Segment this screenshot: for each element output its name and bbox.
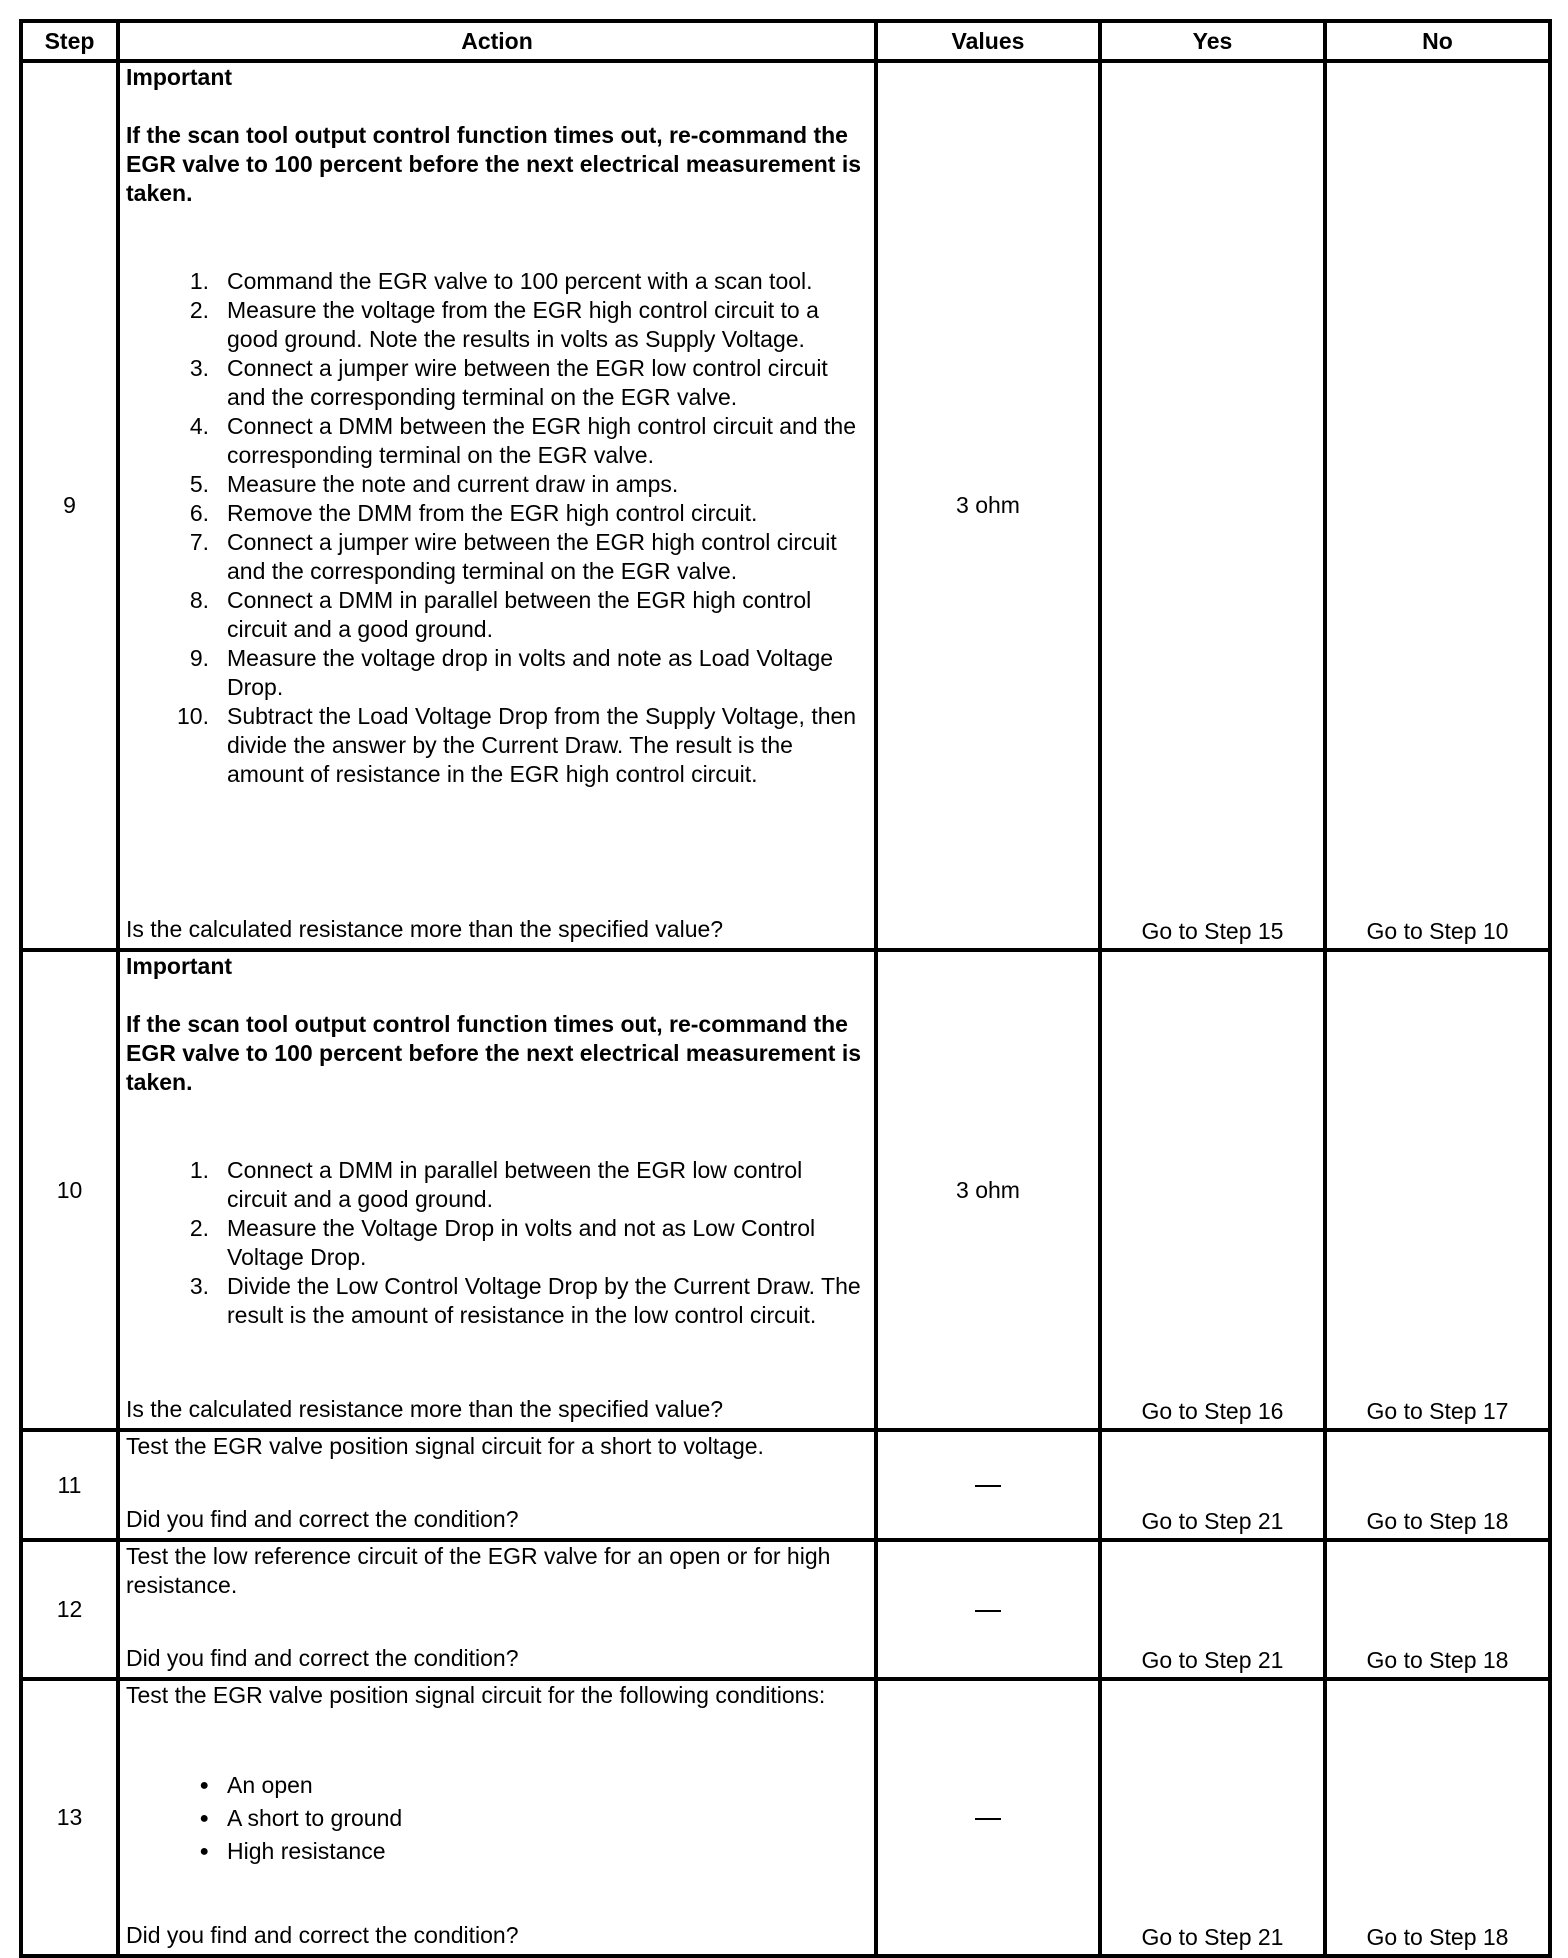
list-item: 2. Measure the voltage from the EGR high control circuit to a good ground. Note the results in volts as Supply Voltage. (189, 297, 819, 352)
list-item: ● High resistance (126, 1835, 868, 1868)
question-text: Did you find and correct the condition? (126, 1922, 519, 1948)
list-item: ● An open (126, 1769, 868, 1802)
header-yes: Yes (1100, 21, 1325, 61)
list-item: 7. Connect a jumper wire between the EGR high control circuit and the corresponding terminal on the EGR valve. (189, 529, 837, 584)
yes-cell: Go to Step 21 (1100, 1679, 1325, 1956)
action-cell (118, 1679, 876, 1956)
em-dash (975, 1610, 1001, 1612)
list-item: 4. Connect a DMM between the EGR high control circuit and the corresponding terminal on the EGR valve. (189, 413, 856, 468)
question-text: Did you find and correct the condition? (126, 1506, 519, 1532)
value-cell (876, 1679, 1100, 1956)
em-dash (975, 1485, 1001, 1487)
value-cell (876, 1430, 1100, 1540)
condition-list (126, 1769, 868, 1868)
action-cell (118, 1430, 876, 1540)
table-row (21, 950, 1550, 1430)
question-text: Is the calculated resistance more than the specified value? (126, 1396, 724, 1422)
step-number: 11 (21, 1430, 118, 1540)
bullet-icon: ● (199, 1810, 209, 1827)
header-step: Step (21, 21, 118, 61)
value-cell: 3 ohm (876, 61, 1100, 950)
list-item: 5. Measure the note and current draw in amps. (189, 471, 679, 497)
list-item: 3. Divide the Low Control Voltage Drop by the Current Draw. The result is the amount of resistance in the low control circuit. (189, 1273, 861, 1328)
list-item: 6. Remove the DMM from the EGR high control circuit. (189, 500, 758, 526)
bullet-icon: ● (199, 1777, 209, 1794)
list-item: 3. Connect a jumper wire between the EGR low control circuit and the corresponding terminal on the EGR valve. (189, 355, 828, 410)
important-note: If the scan tool output control function times out, re-command the EGR valve to 100 percent before the next electrical measurement is taken. (126, 1011, 862, 1095)
no-cell: Go to Step 18 (1325, 1430, 1550, 1540)
important-label: Important (126, 64, 233, 90)
no-cell: Go to Step 10 (1325, 61, 1550, 950)
diagnostic-table (19, 19, 1552, 1958)
list-item: 1. Connect a DMM in parallel between the EGR low control circuit and a good ground. (189, 1157, 803, 1212)
no-cell: Go to Step 17 (1325, 950, 1550, 1430)
table-row (21, 1430, 1550, 1540)
step-number: 9 (21, 61, 118, 950)
action-cell (118, 950, 876, 1430)
important-note: If the scan tool output control function times out, re-command the EGR valve to 100 percent before the next electrical measurement is taken. (126, 122, 862, 206)
no-cell: Go to Step 18 (1325, 1679, 1550, 1956)
yes-cell: Go to Step 21 (1100, 1430, 1325, 1540)
question-text: Is the calculated resistance more than the specified value? (126, 916, 724, 942)
value-cell: 3 ohm (876, 950, 1100, 1430)
list-item: 9. Measure the voltage drop in volts and note as Load Voltage Drop. (189, 645, 834, 700)
yes-cell: Go to Step 16 (1100, 950, 1325, 1430)
bullet-icon: ● (199, 1843, 209, 1860)
step-number: 12 (21, 1540, 118, 1679)
list-item: 1. Command the EGR valve to 100 percent with a scan tool. (189, 268, 813, 294)
header-no: No (1325, 21, 1550, 61)
table-row (21, 1540, 1550, 1679)
value-cell (876, 1540, 1100, 1679)
em-dash (975, 1818, 1001, 1820)
header-values: Values (876, 21, 1100, 61)
action-text: Test the low reference circuit of the EGR valve for an open or for high resistance. (126, 1543, 831, 1598)
step-number: 13 (21, 1679, 118, 1956)
action-text: Test the EGR valve position signal circuit for a short to voltage. (126, 1433, 764, 1459)
procedure-list (126, 267, 868, 789)
action-cell (118, 1540, 876, 1679)
header-action: Action (118, 21, 876, 61)
procedure-list (126, 1156, 868, 1330)
question-text: Did you find and correct the condition? (126, 1645, 519, 1671)
list-item: 2. Measure the Voltage Drop in volts and not as Low Control Voltage Drop. (189, 1215, 816, 1270)
action-cell (118, 61, 876, 950)
yes-cell: Go to Step 15 (1100, 61, 1325, 950)
step-number: 10 (21, 950, 118, 1430)
table-row (21, 61, 1550, 950)
table-row (21, 1679, 1550, 1956)
list-item: 10. Subtract the Load Voltage Drop from the Supply Voltage, then divide the answer by the Current Draw. The result is the amount of resistance in the EGR high control circuit. (177, 703, 857, 787)
list-item: ● A short to ground (126, 1802, 868, 1835)
no-cell: Go to Step 18 (1325, 1540, 1550, 1679)
list-item: 8. Connect a DMM in parallel between the EGR high control circuit and a good ground. (189, 587, 812, 642)
yes-cell: Go to Step 21 (1100, 1540, 1325, 1679)
header-row (21, 21, 1550, 61)
important-label: Important (126, 953, 233, 979)
action-text: Test the EGR valve position signal circuit for the following conditions: (126, 1682, 826, 1708)
